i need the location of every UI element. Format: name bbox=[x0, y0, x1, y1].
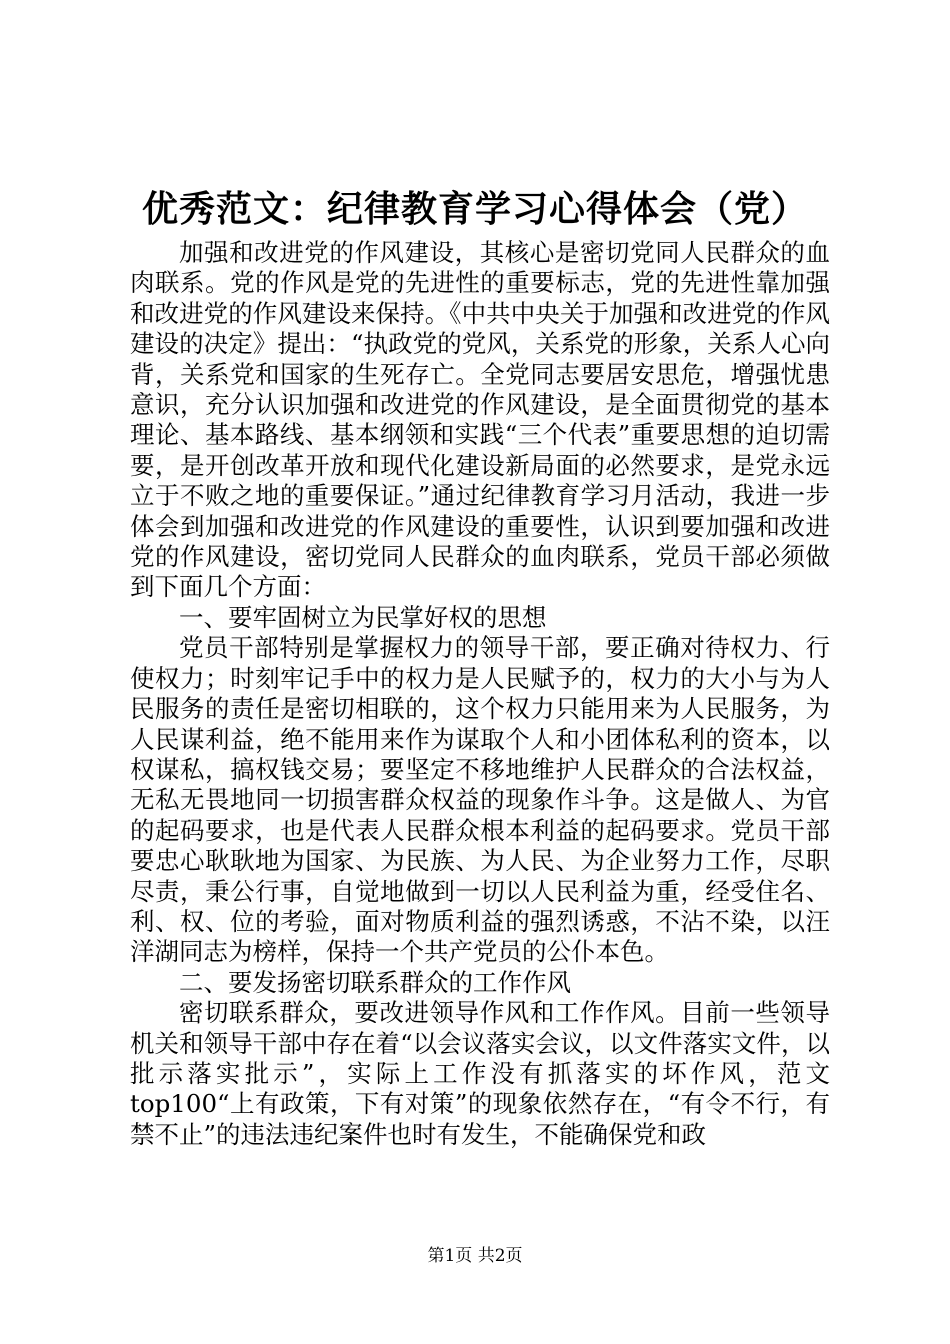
document-body bbox=[130, 238, 830, 1150]
paragraph-section-2: 密切联系群众，要改进领导作风和工作作风。目前一些领导机关和领导干部中存在着“以会议落实会议，以文件落实文件，以批示落实批示”，实际上工作没有抓落实的坏作风，范文top100“上有政策，下有对策”的现象依然存在，“有令不行，有禁不止”的违法违纪案件也时有发生，不能确保党和政 bbox=[130, 998, 830, 1149]
page-number-footer: 第1页 共2页 bbox=[427, 1246, 523, 1266]
paragraph-section-1: 党员干部特别是掌握权力的领导干部，要正确对待权力、行使权力；时刻牢记手中的权力是人民赋予的，权力的大小与为人民服务的责任是密切相联的，这个权力只能用来为人民服务，为人民谋利益，绝不能用来作为谋取个人和小团体私利的资本，以权谋私，搞权钱交易；要坚定不移地维护人民群众的合法权益，无私无畏地同一切损害群众权益的现象作斗争。这是做人、为官的起码要求，也是代表人民群众根本利益的起码要求。党员干部要忠心耿耿地为国家、为民族、为人民、为企业努力工作，尽职尽责，秉公行事，自觉地做到一切以人民利益为重，经受住名、利、权、位的考验，面对物质利益的强烈诱惑，不沾不染，以汪洋湖同志为榜样，保持一个共产党员的公仆本色。 bbox=[130, 633, 830, 967]
section-heading-2: 二、要发扬密切联系群众的工作作风 bbox=[179, 967, 571, 997]
document-title: 优秀范文：纪律教育学习心得体会（党） bbox=[141, 188, 808, 230]
section-heading-1: 一、要牢固树立为民掌好权的思想 bbox=[179, 602, 547, 632]
paragraph-intro: 加强和改进党的作风建设，其核心是密切党同人民群众的血肉联系。党的作风是党的先进性的重要标志，党的先进性靠加强和改进党的作风建设来保持。《中共中央关于加强和改进党的作风建设的决定》提出：“执政党的党风，关系党的形象，关系人心向背，关系党和国家的生死存亡。全党同志要居安思危，增强忧患意识，充分认识加强和改进党的作风建设，是全面贯彻党的基本理论、基本路线、基本纲领和实践“三个代表”重要思想的迫切需要，是开创改革开放和现代化建设新局面的必然要求，是党永远立于不败之地的重要保证。”通过纪律教育学习月活动，我进一步体会到加强和改进党的作风建设的重要性，认识到要加强和改进党的作风建设，密切党同人民群众的血肉联系，党员干部必须做到下面几个方面： bbox=[130, 238, 830, 602]
